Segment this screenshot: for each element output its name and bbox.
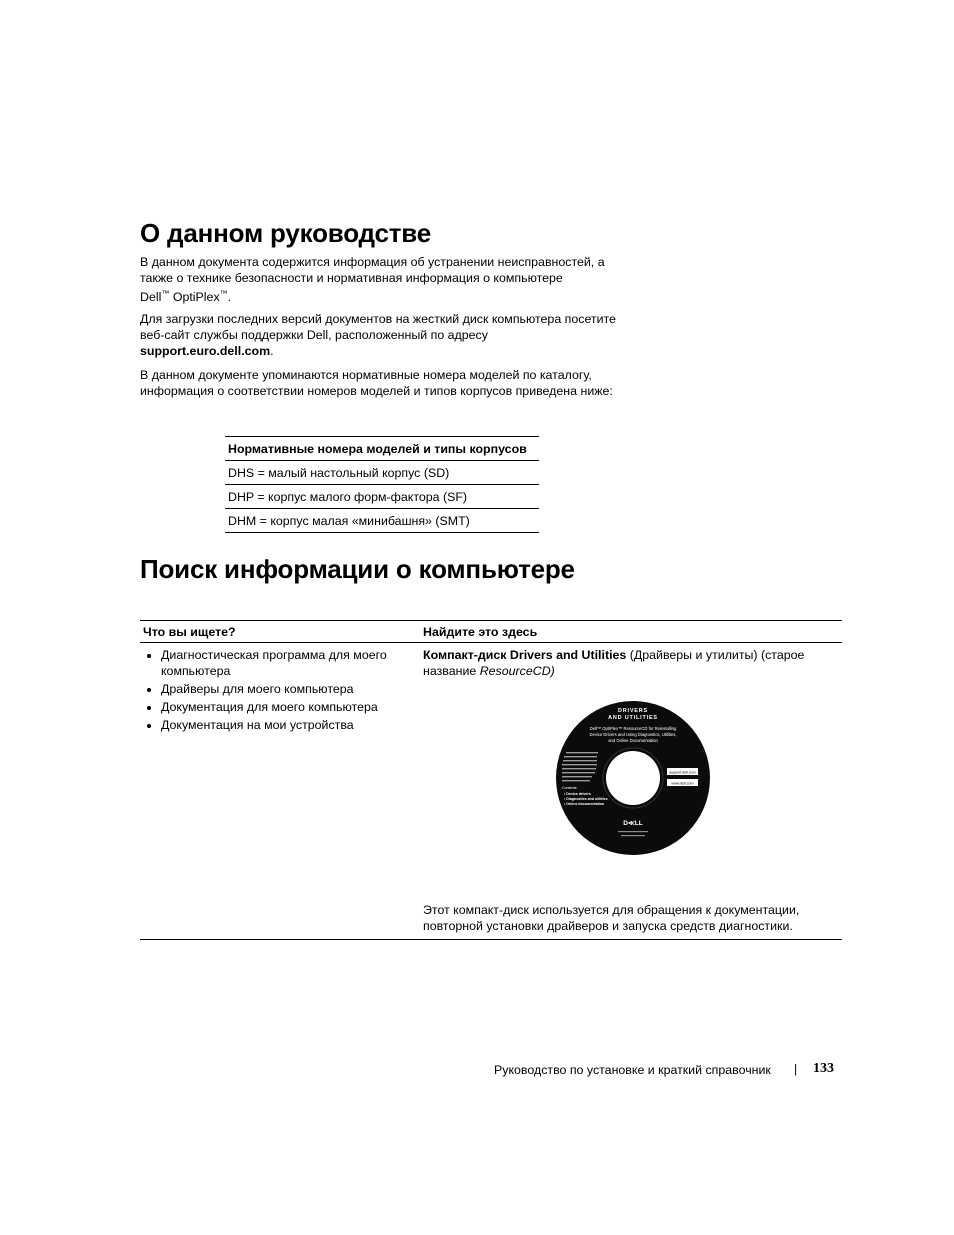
cd-desc-line1: Dell™ OptiPlex™ ResourceCD for Reinstalling [589, 726, 677, 731]
table-row [225, 485, 539, 509]
cd-label-line2: AND UTILITIES [608, 715, 658, 721]
support-link[interactable]: support.euro.dell.com [140, 344, 271, 358]
product-optiplex: OptiPlex [172, 290, 220, 305]
cd-contents-title: Contents: [562, 786, 578, 790]
intro-text: В данном документа содержится информация об устранении неисправностей, а также о технике безопасности и нормативная информация о компьютере [140, 255, 605, 285]
regulatory-table [225, 436, 539, 533]
cd-name: Компакт-диск Drivers and Utilities [423, 648, 627, 662]
paragraph-models: В данном документе упоминаются нормативные номера моделей по каталогу, информация о соответствии номеров моделей и типов корпусов приведена ниже: [140, 368, 613, 398]
table-row [225, 509, 539, 533]
downloads-period: . [270, 344, 274, 358]
footer-separator: | [794, 1062, 798, 1076]
col-header-what: Что вы ищете? [140, 621, 420, 643]
cd-desc-line2: Device Drivers and Using Diagnostics, Utilities, [589, 732, 677, 737]
cd-disc-image [555, 700, 711, 856]
paragraph-downloads [140, 311, 640, 359]
footer-title: Руководство по установке и краткий справочник [494, 1063, 771, 1077]
list-item: • Документация на мои устройства [161, 717, 417, 733]
cd-link-2: www.dell.com [671, 781, 694, 786]
table-cell: DHP = корпус малого форм-фактора (SF) [225, 485, 539, 509]
regulatory-table-header: Нормативные номера моделей и типы корпусов [225, 437, 539, 461]
section-title-finding-info: Поиск информации о компьютере [140, 554, 575, 584]
section-title-about: О данном руководстве [140, 218, 432, 248]
cd-image-area [423, 679, 839, 901]
where-cell [420, 643, 842, 940]
paragraph-intro [140, 254, 640, 305]
list-item: • Диагностическая программа для моего компьютера [161, 647, 417, 679]
cd-label-line1: DRIVERS [617, 708, 649, 714]
find-info-table [140, 620, 842, 940]
page-number: 133 [813, 1061, 834, 1076]
table-cell: DHM = корпус малая «минибашня» (SMT) [225, 509, 539, 533]
col-header-where: Найдите это здесь [420, 621, 842, 643]
downloads-text: Для загрузки последних версий документов на жесткий диск компьютера посетите веб-сайт службы поддержки Dell, расположенный по адресу [140, 312, 616, 342]
brand-dell: Dell [140, 290, 162, 305]
cd-old-name-text: (Драйверы и утилиты) (старое название [423, 648, 805, 678]
list-item: • Документация для моего компьютера [161, 699, 417, 715]
table-row [140, 643, 842, 940]
what-cell [140, 643, 420, 940]
table-cell: DHS = малый настольный корпус (SD) [225, 461, 539, 485]
tm-mark: ™ [219, 289, 228, 298]
intro-period: . [227, 290, 232, 305]
cd-desc-line3: and Online Documentation [608, 738, 658, 743]
cd-description [423, 647, 839, 679]
cd-contents-item: • Device drivers [564, 792, 591, 796]
cd-contents-item: • Diagnostics and utilities [564, 797, 608, 801]
cd-link-1: support.dell.com [669, 770, 696, 775]
list-item: • Драйверы для моего компьютера [161, 681, 417, 697]
cd-old-name: ResourceCD) [479, 664, 555, 678]
cd-hole [606, 751, 660, 805]
cd-contents-item: • Online documentation [564, 802, 605, 806]
cd-usage-note: Этот компакт-диск используется для обращения к документации, повторной установки драйверов и запуска средств диагностики. [423, 903, 800, 933]
tm-mark: ™ [161, 289, 170, 298]
table-row [225, 461, 539, 485]
what-list [144, 647, 417, 733]
dell-logo: D≪LL [623, 820, 643, 827]
